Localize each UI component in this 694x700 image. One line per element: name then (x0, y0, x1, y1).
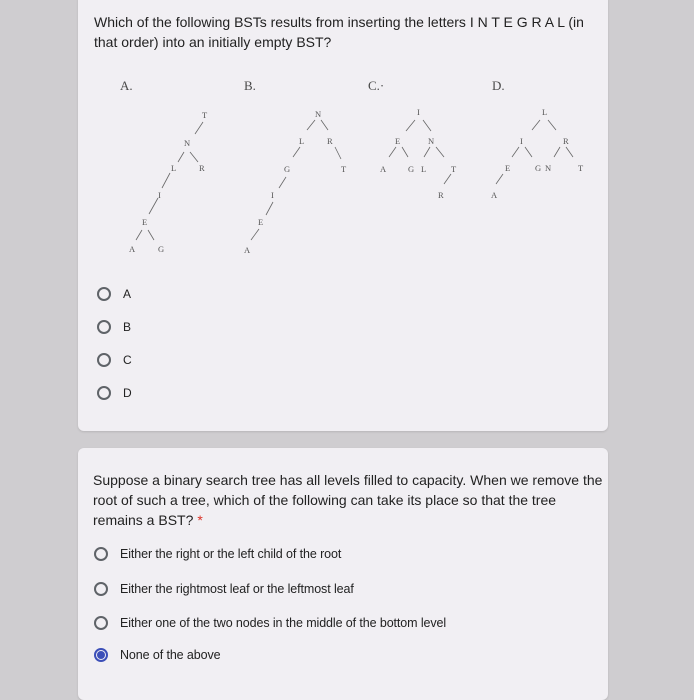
tree-b-node: I (271, 190, 274, 200)
tree-c-node: L (421, 164, 427, 174)
tree-b-node: N (315, 109, 322, 119)
tree-c-node: T (451, 164, 457, 174)
tree-b-node: T (341, 164, 347, 174)
question-card-1 (78, 0, 608, 431)
tree-a-node: E (142, 217, 148, 227)
tree-c-node: A (380, 164, 387, 174)
bst-diagrams (78, 70, 608, 275)
question-2-body: Suppose a binary search tree has all levels filled to capacity. When we remove the root of such a tree, which of the following can take its place so that the tree remains a BST? (93, 472, 603, 528)
tree-c (380, 107, 457, 200)
tree-d-node: G (535, 163, 542, 173)
q2-option-2[interactable] (94, 582, 354, 596)
q1-option-label: D (123, 386, 132, 400)
tree-d-node: I (520, 136, 523, 146)
radio-button[interactable] (97, 353, 111, 367)
tree-d-node: E (505, 163, 511, 173)
required-mark: * (197, 512, 203, 528)
tree-label-c: C.· (368, 78, 385, 93)
q2-option-4[interactable] (94, 648, 220, 662)
tree-d-node: R (563, 136, 569, 146)
radio-button[interactable] (97, 320, 111, 334)
tree-b (244, 109, 347, 255)
tree-a-node: L (171, 163, 177, 173)
tree-a-node: I (158, 190, 161, 200)
tree-d (491, 107, 584, 200)
tree-d-node: L (542, 107, 548, 117)
tree-label-b: B. (244, 78, 256, 93)
q2-option-1[interactable] (94, 547, 341, 561)
tree-label-d: D. (492, 78, 505, 93)
tree-b-node: R (327, 136, 333, 146)
q1-option-label: A (123, 287, 132, 301)
q1-option-d[interactable] (97, 386, 132, 400)
question-card-2 (78, 448, 608, 700)
question-1-text: Which of the following BSTs results from inserting the letters I N T E G R A L (in that order) into an initially empty BST? (94, 14, 584, 50)
tree-c-node: G (408, 164, 415, 174)
tree-d-node: A (491, 190, 498, 200)
tree-d-node: T (578, 163, 584, 173)
radio-button[interactable] (94, 616, 108, 630)
q2-option-label: Either the rightmost leaf or the leftmost leaf (120, 582, 354, 596)
q1-option-label: B (123, 320, 132, 334)
q1-option-c[interactable] (97, 353, 132, 367)
q1-option-a[interactable] (97, 287, 131, 301)
tree-b-node: G (284, 164, 291, 174)
radio-button[interactable] (97, 287, 111, 301)
radio-button[interactable] (94, 582, 108, 596)
radio-button[interactable] (97, 386, 111, 400)
q1-option-label: C (123, 353, 132, 367)
tree-a-node: R (199, 163, 205, 173)
q1-option-b[interactable] (97, 320, 131, 334)
q2-option-label: Either the right or the left child of the root (120, 547, 342, 561)
tree-b-node: E (258, 217, 264, 227)
q2-option-label: None of the above (120, 648, 221, 662)
tree-c-node: N (428, 136, 435, 146)
tree-b-node: A (244, 245, 251, 255)
tree-c-node: I (417, 107, 420, 117)
tree-c-node: E (395, 136, 401, 146)
q2-option-label: Either one of the two nodes in the middle of the bottom level (120, 616, 447, 630)
tree-a-node: A (129, 244, 136, 254)
tree-a-node: N (184, 138, 191, 148)
tree-d-node: N (545, 163, 552, 173)
radio-button-selected[interactable] (94, 648, 108, 662)
tree-b-node: L (299, 136, 305, 146)
q2-option-3[interactable] (94, 616, 446, 630)
tree-label-a: A. (120, 78, 133, 93)
tree-c-node: R (438, 190, 444, 200)
tree-a (129, 110, 208, 254)
question-2-text (93, 470, 603, 530)
tree-a-node: T (202, 110, 208, 120)
tree-a-node: G (158, 244, 165, 254)
radio-button[interactable] (94, 547, 108, 561)
bst-diagram-svg (78, 70, 608, 275)
radio-dot (97, 651, 105, 659)
